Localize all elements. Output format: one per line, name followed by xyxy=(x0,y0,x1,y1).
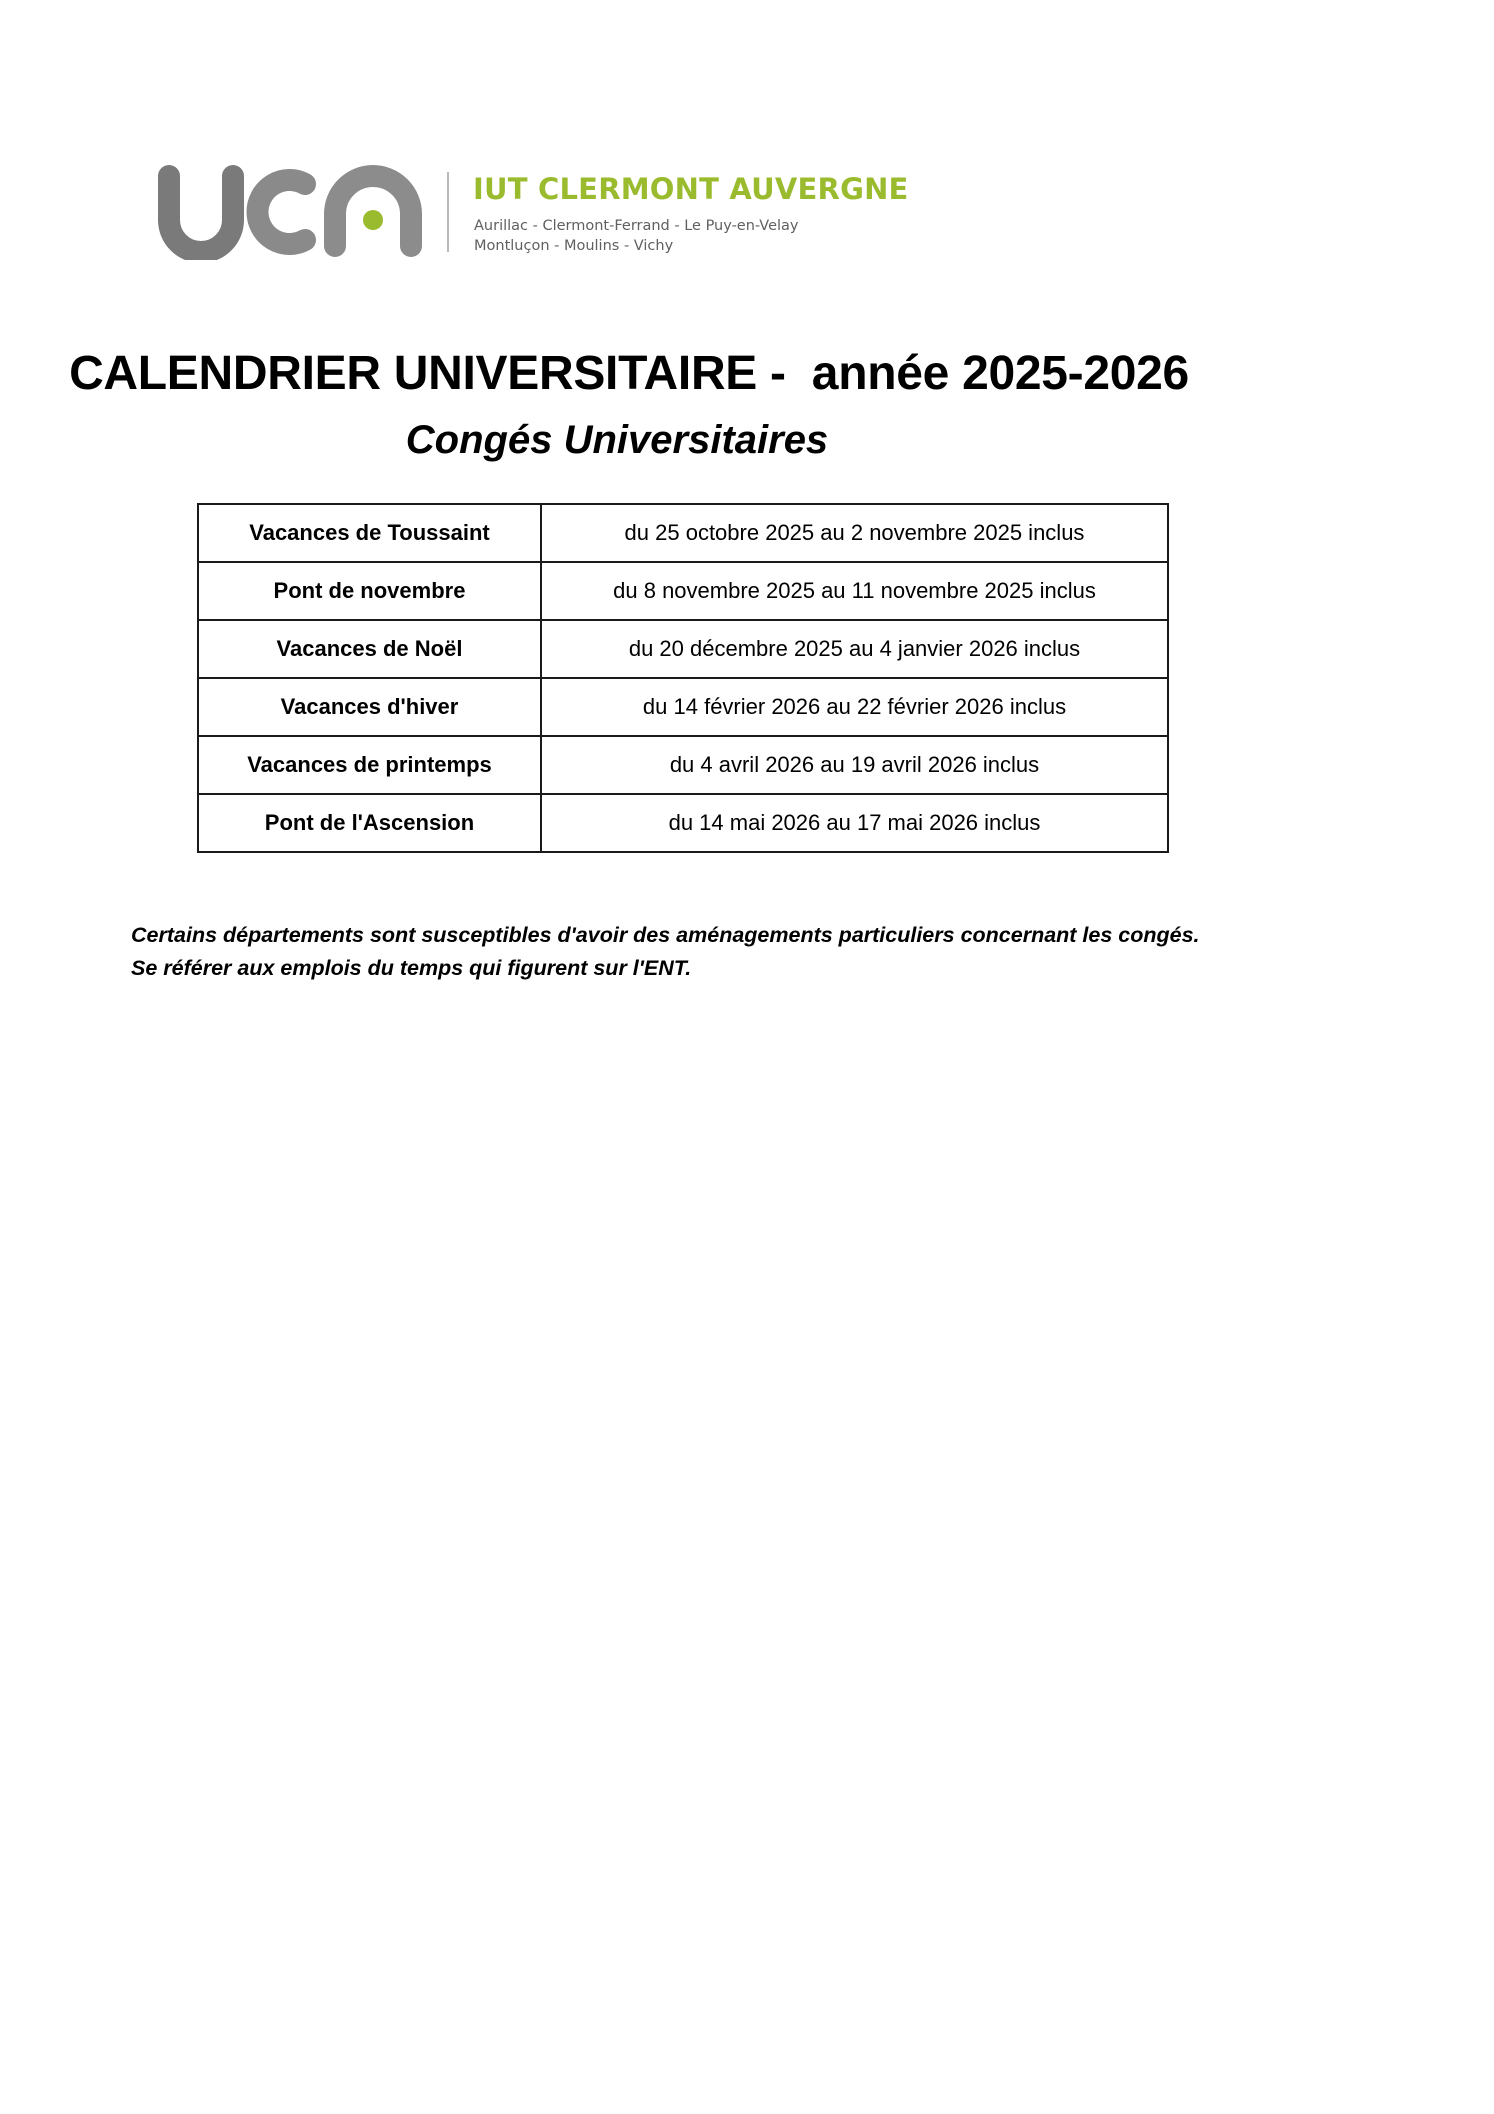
holiday-label: Vacances de printemps xyxy=(198,736,541,794)
logo-subtitle-line-2: Montluçon - Moulins - Vichy xyxy=(474,238,674,254)
holiday-period: du 14 février 2026 au 22 février 2026 inclus xyxy=(541,678,1168,736)
table-row xyxy=(198,794,1168,852)
iut-logo xyxy=(155,162,915,272)
holiday-label: Vacances de Noël xyxy=(198,620,541,678)
holiday-period: du 25 octobre 2025 au 2 novembre 2025 inclus xyxy=(541,504,1168,562)
table-row xyxy=(198,562,1168,620)
holiday-period: du 4 avril 2026 au 19 avril 2026 inclus xyxy=(541,736,1168,794)
holiday-label: Vacances de Toussaint xyxy=(198,504,541,562)
holiday-period: du 8 novembre 2025 au 11 novembre 2025 inclus xyxy=(541,562,1168,620)
holiday-period: du 14 mai 2026 au 17 mai 2026 inclus xyxy=(541,794,1168,852)
uca-logo-mark xyxy=(155,164,430,260)
note-line-2: Se référer aux emplois du temps qui figurent sur l'ENT. xyxy=(131,956,692,980)
logo-divider xyxy=(447,172,449,252)
table-row xyxy=(198,504,1168,562)
logo-title: IUT CLERMONT AUVERGNE xyxy=(473,172,909,206)
holiday-label: Pont de novembre xyxy=(198,562,541,620)
conges-table xyxy=(197,503,1169,853)
logo-subtitle-line-1: Aurillac - Clermont-Ferrand - Le Puy-en-Velay xyxy=(474,218,799,234)
holiday-label: Pont de l'Ascension xyxy=(198,794,541,852)
holiday-label: Vacances d'hiver xyxy=(198,678,541,736)
table-row xyxy=(198,736,1168,794)
page-title: CALENDRIER UNIVERSITAIRE - année 2025-2026 xyxy=(69,347,1189,400)
table-row xyxy=(198,620,1168,678)
table-row xyxy=(198,678,1168,736)
logo-green-dot xyxy=(363,210,383,230)
note-line-1: Certains départements sont susceptibles d'avoir des aménagements particuliers concernant les congés. xyxy=(131,923,1200,947)
holiday-period: du 20 décembre 2025 au 4 janvier 2026 inclus xyxy=(541,620,1168,678)
page-subtitle: Congés Universitaires xyxy=(405,418,829,462)
